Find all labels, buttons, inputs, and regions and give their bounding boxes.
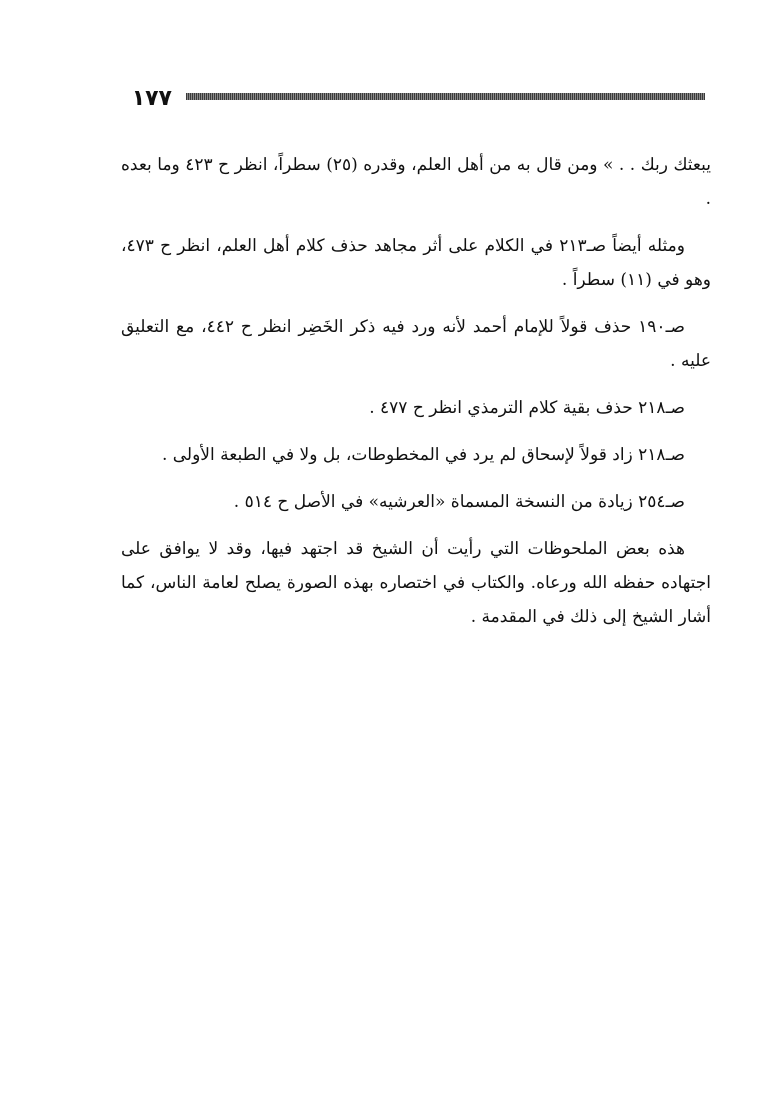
paragraph: صـ١٩٠ حذف قولاً للإمام أحمد لأنه ورد فيه ذكر الخَضِر انظر ح ٤٤٢، مع التعليق عليه .: [121, 317, 711, 371]
page-header: [128, 86, 705, 112]
paragraph: ومثله أيضاً صـ٢١٣ في الكلام على أثر مجاهد حذف كلام أهل العلم، انظر ح ٤٧٣، وهو في (١١) سطراً .: [121, 236, 711, 290]
paragraph: صـ٢٥٤ زيادة من النسخة المسماة «العرشيه» في الأصل ح ٥١٤ .: [233, 492, 685, 512]
page-number: ١٧٧: [131, 86, 172, 111]
header-rule: [186, 93, 705, 100]
paragraph: يبعثك ربك . . » ومن قال به من أهل العلم، وقدره (٢٥) سطراً، انظر ح ٤٢٣ وما بعده .: [121, 155, 711, 209]
paragraph: صـ٢١٨ حذف بقية كلام الترمذي انظر ح ٤٧٧ .: [369, 398, 685, 418]
paragraph: صـ٢١٨ زاد قولاً لإسحاق لم يرد في المخطوطات، بل ولا في الطبعة الأولى .: [161, 445, 685, 465]
page-content: [121, 148, 711, 647]
paragraph: هذه بعض الملحوظات التي رأيت أن الشيخ قد اجتهد فيها، وقد لا يوافق على اجتهاده حفظه الله ورعاه. والكتاب في اختصاره بهذه الصورة يصلح لعامة الناس، كما أشار الشيخ إلى ذلك في المقدمة .: [121, 539, 711, 627]
